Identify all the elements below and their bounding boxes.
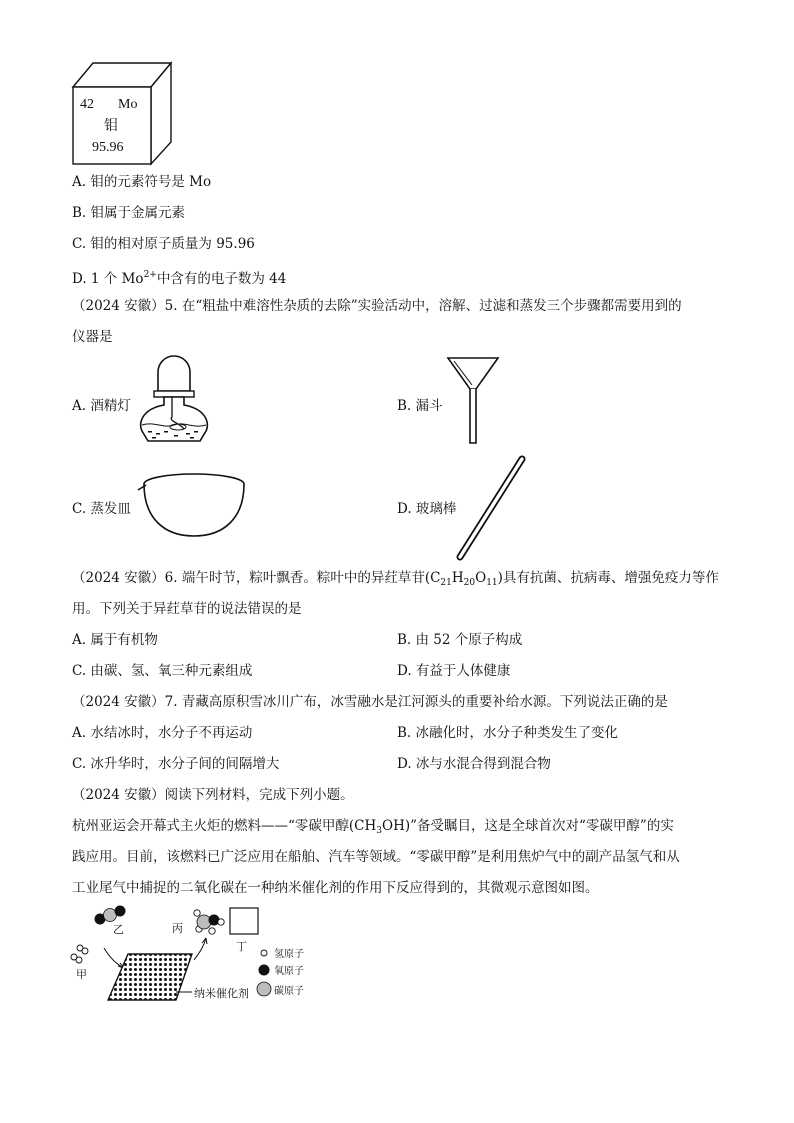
h2-molecules-icon (71, 945, 88, 963)
funnel-icon (445, 355, 501, 447)
catalyst-label: 纳米催化剂 (194, 987, 249, 1000)
q8-paragraph-line1: 杭州亚运会开幕式主火炬的燃料——“零碳甲醇$(CH_3OH)$”备受瞩目，这是全球首次对“零碳甲醇”的实 (72, 818, 674, 836)
q5-stem-line1: （2024 安徽）5. 在“粗盐中难溶性杂质的去除”实验活动中，溶解、过滤和蒸发三个步骤都需要用到的 (72, 298, 682, 314)
q4-option-b: B. 钼属于金属元素 (72, 205, 186, 221)
q7-option-d: D. 冰与水混合得到混合物 (397, 756, 551, 772)
q5-option-a: A. 酒精灯 (72, 398, 131, 414)
label-bing: 丙 (172, 922, 183, 935)
q4-option-a: A. 钼的元素符号是 Mo (72, 174, 212, 190)
q7-option-b: B. 冰融化时，水分子种类发生了变化 (397, 725, 619, 741)
q8-paragraph-line2: 践应用。目前，该燃料已广泛应用在船舶、汽车等领域。“零碳甲醇”是利用焦炉气中的副产品氢气和从 (72, 849, 680, 865)
q5-stem-line2: 仪器是 (72, 329, 113, 345)
q6-stem-line1: （2024 安徽）6. 端午时节，粽叶飘香。粽叶中的异荭草苷$(C_{21}H_{20}O_{11})$具有抗菌、抗病毒、增强免疫力等作 (72, 570, 719, 588)
legend-hydrogen-label: 氢原子 (274, 949, 304, 960)
q6-option-b: B. 由 52 个原子构成 (397, 632, 523, 648)
q7-option-a: A. 水结冰时，水分子不再运动 (72, 725, 253, 741)
element-symbol: Mo (118, 97, 138, 112)
legend-hydrogen-icon (261, 950, 267, 956)
evaporating-dish-icon (136, 470, 248, 540)
q5-option-c: C. 蒸发皿 (72, 501, 131, 517)
label-yi: 乙 (113, 923, 124, 936)
q6-option-c: C. 由碳、氢、氧三种元素组成 (72, 663, 253, 679)
atomic-mass: 95.96 (92, 140, 124, 155)
q5-option-d: D. 玻璃棒 (397, 501, 457, 517)
product-ding-box (230, 908, 258, 934)
q4-option-d: D. 1 个 $Mo^{2+}$中含有的电子数为 44 (72, 270, 287, 287)
element-name: 钼 (104, 119, 118, 134)
legend-oxygen-icon (259, 965, 270, 976)
q7-option-c: C. 冰升华时，水分子间的间隔增大 (72, 756, 280, 772)
label-jia: 甲 (76, 968, 87, 981)
glass-rod-icon (454, 455, 528, 561)
legend-carbon-icon (257, 982, 271, 996)
q8-intro: （2024 安徽）阅读下列材料，完成下列小题。 (72, 787, 354, 803)
q6-stem-line2: 用。下列关于异荭草苷的说法错误的是 (72, 601, 302, 617)
q4-option-c: C. 钼的相对原子质量为 95.96 (72, 236, 255, 252)
methanol-molecule-icon (194, 910, 224, 934)
q6-option-a: A. 属于有机物 (72, 632, 158, 648)
legend-oxygen-label: 氧原子 (274, 966, 304, 977)
molybdenum-element-tile (70, 60, 182, 166)
q5-option-b: B. 漏斗 (397, 398, 443, 414)
catalyst-plate-icon (108, 954, 192, 1000)
atomic-number: 42 (80, 97, 94, 112)
q7-stem: （2024 安徽）7. 青藏高原积雪冰川广布，冰雪融水是江河源头的重要补给水源。下列说法正确的是 (72, 694, 668, 710)
q8-paragraph-line3: 工业尾气中捕捉的二氧化碳在一种纳米催化剂的作用下反应得到的，其微观示意图如图。 (72, 880, 599, 896)
label-ding: 丁 (236, 940, 247, 953)
legend-carbon-label: 碳原子 (274, 986, 304, 997)
q6-option-d: D. 有益于人体健康 (397, 663, 511, 679)
alcohol-lamp-icon (134, 355, 214, 447)
